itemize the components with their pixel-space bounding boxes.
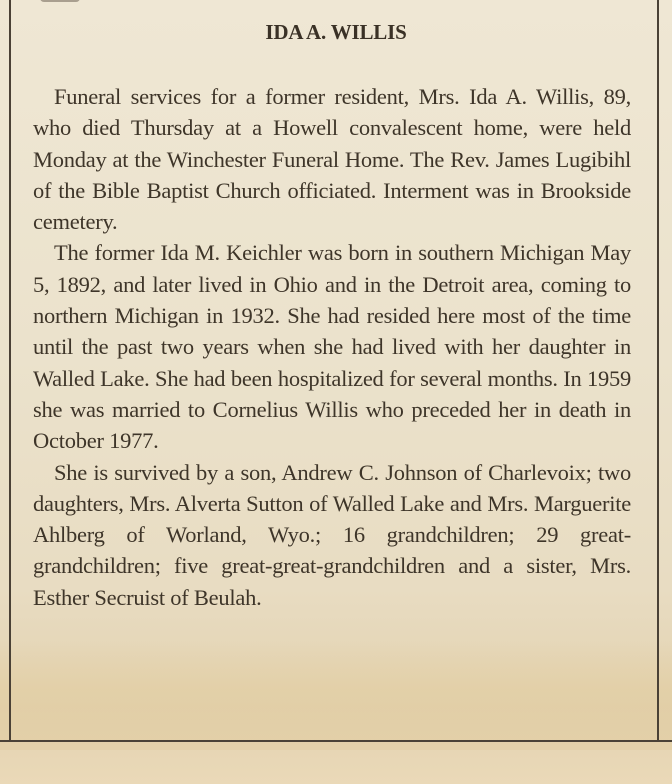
obituary-body (33, 81, 631, 613)
paper-stain (0, 640, 672, 750)
paragraph-funeral-services: Funeral services for a former resident, Mrs. Ida A. Willis, 89, who died Thursday at a Howell convalescent home, were held Monday at the Winchester Funeral Home. The Rev. James Lugibihl of the Bible Baptist Church officiated. Interment was in Brookside cemetery. (33, 84, 631, 235)
obituary-title: IDA A. WILLIS (265, 20, 407, 44)
paragraph-survivors: She is survived by a son, Andrew C. Johnson of Charlevoix; two daughters, Mrs. Alverta Sutton of Walled Lake and Mrs. Marguerite Ahlberg of Worland, Wyo.; 16 grandchildren; 29 great-grandchildren; five great-great-grandchildren and a sister, Mrs. Esther Secruist of Beulah. (33, 459, 631, 610)
column-rule-bottom (0, 740, 672, 742)
column-rule-left (9, 0, 11, 742)
column-rule-right (657, 0, 659, 742)
paragraph-biography: The former Ida M. Keichler was born in southern Michigan May 5, 1892, and later lived in Ohio and in the Detroit area, coming to northern Michigan in 1932. She had resided here most of the time until the past two years when she had lived with her daughter in Walled Lake. She had been hospitalized for several months. In 1959 she was married to Cornelius Willis who preceded her in death in October 1977. (33, 240, 631, 454)
ink-bleed-mark (40, 0, 80, 2)
